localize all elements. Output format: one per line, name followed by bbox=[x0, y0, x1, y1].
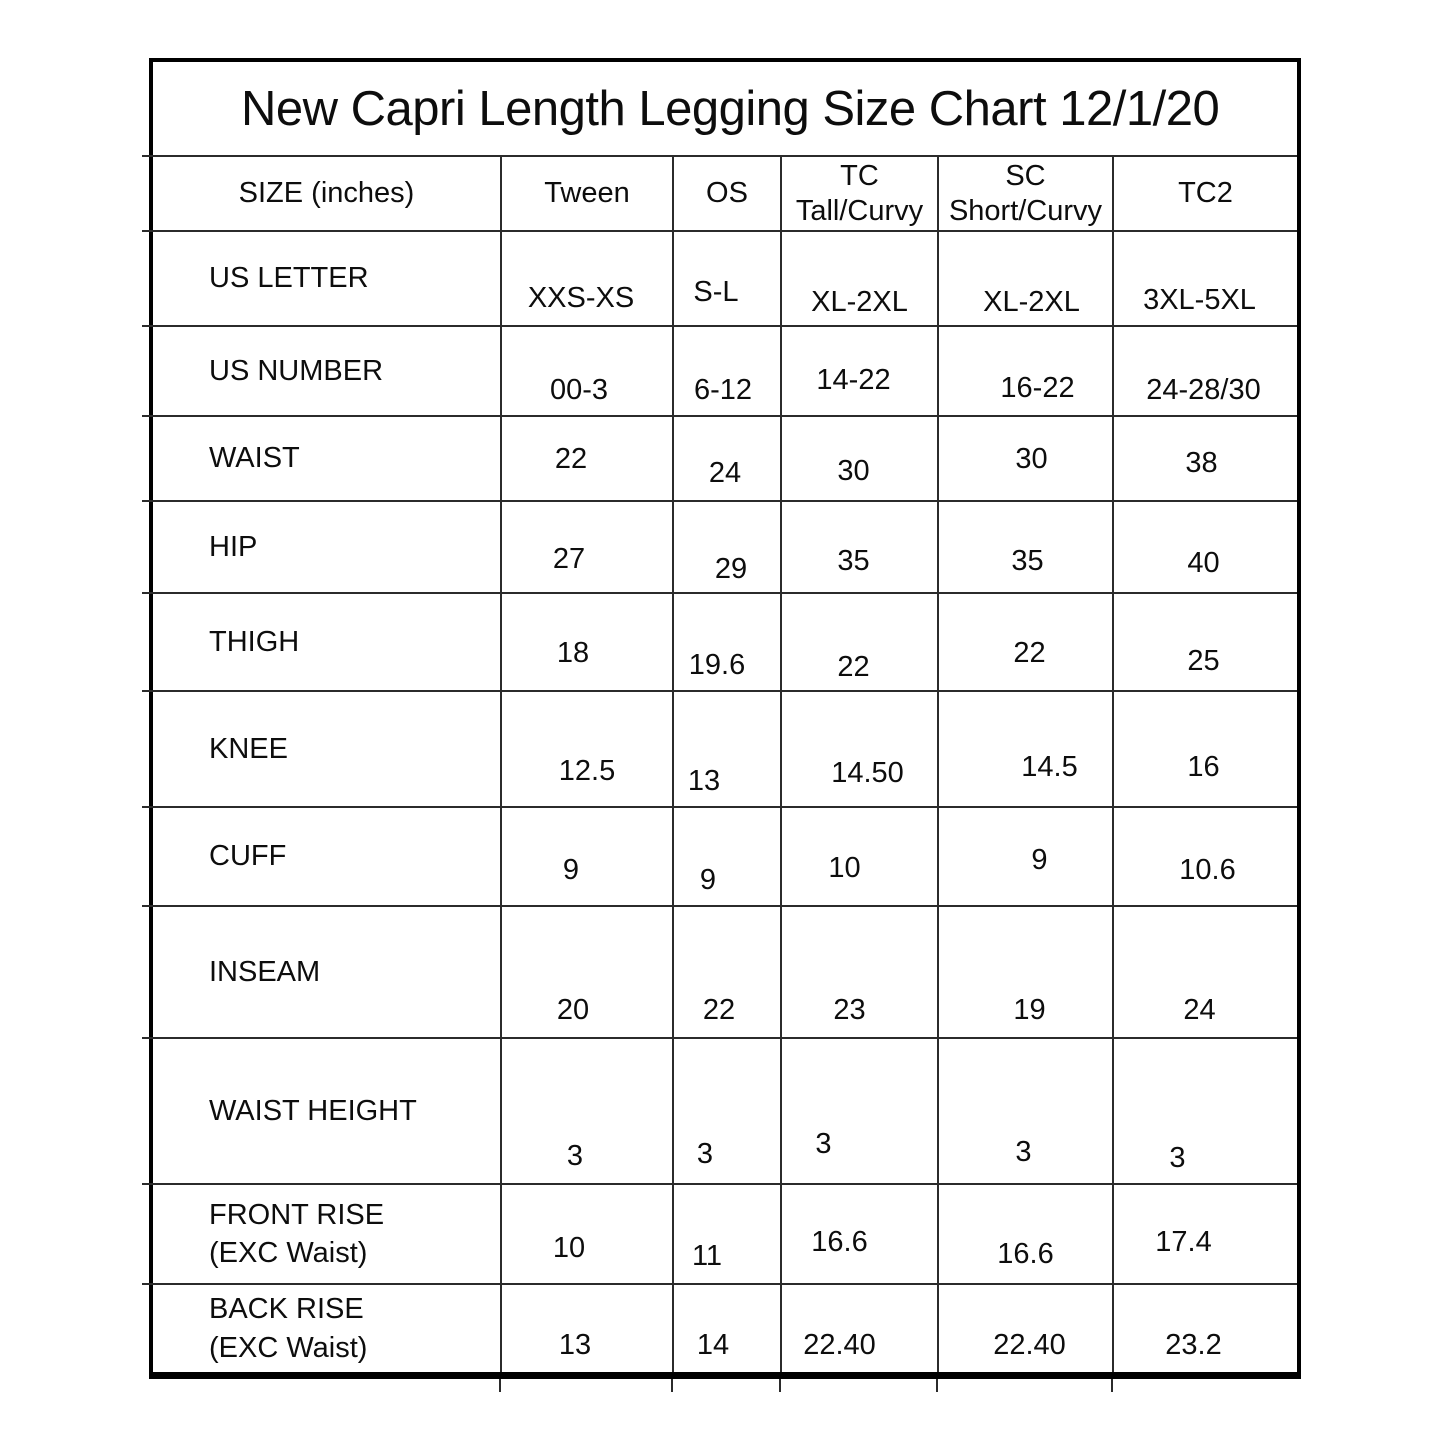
cell-inseam-tween bbox=[500, 907, 672, 1037]
column-code: SC bbox=[1005, 160, 1046, 193]
cell-front-rise-sc bbox=[937, 1185, 1112, 1283]
cell-front-rise-tween bbox=[500, 1185, 672, 1283]
header-col-tc2 bbox=[1112, 157, 1297, 230]
value: 24 bbox=[1183, 994, 1216, 1026]
value: 22 bbox=[702, 994, 736, 1026]
cell-back-rise-tween bbox=[500, 1285, 672, 1372]
value: 14-22 bbox=[816, 364, 891, 396]
chart-title: New Capri Length Legging Size Chart 12/1/20 bbox=[241, 81, 1220, 136]
column-subtitle: Tall/Curvy bbox=[795, 194, 924, 227]
cell-waist-height-tc2 bbox=[1112, 1039, 1297, 1183]
value: 18 bbox=[556, 637, 590, 669]
value: 9 bbox=[1031, 844, 1048, 876]
value: 6-12 bbox=[693, 374, 753, 406]
value: 22.40 bbox=[803, 1329, 876, 1361]
value: 29 bbox=[714, 553, 748, 585]
cell-inseam-tc2 bbox=[1112, 907, 1297, 1037]
column-grid-tick bbox=[671, 1379, 673, 1392]
cell-hip-os bbox=[672, 502, 780, 592]
row-label-front-rise bbox=[153, 1185, 500, 1283]
row-front-rise bbox=[153, 1183, 1297, 1283]
value: 10.6 bbox=[1179, 854, 1236, 886]
size-chart-table bbox=[149, 58, 1301, 1379]
row-waist-height bbox=[153, 1037, 1297, 1183]
column-grid-tick bbox=[1111, 1379, 1113, 1392]
value: 13 bbox=[558, 1329, 592, 1361]
value: 19 bbox=[1013, 994, 1046, 1026]
value: 3 bbox=[696, 1138, 714, 1170]
cell-waist-height-tc bbox=[780, 1039, 937, 1183]
cell-knee-os bbox=[672, 692, 780, 806]
cell-waist-sc bbox=[937, 417, 1112, 500]
row-label-us-letter bbox=[153, 232, 500, 325]
cell-knee-sc bbox=[937, 692, 1112, 806]
value: 30 bbox=[837, 455, 870, 487]
column-subtitle: Short/Curvy bbox=[948, 194, 1103, 227]
column-code: TC2 bbox=[1178, 177, 1233, 210]
cell-thigh-os bbox=[672, 594, 780, 690]
value: 16.6 bbox=[997, 1238, 1054, 1270]
value: 9 bbox=[699, 864, 717, 896]
cell-back-rise-sc bbox=[937, 1285, 1112, 1372]
column-grid-tick bbox=[499, 1379, 501, 1392]
cell-inseam-os bbox=[672, 907, 780, 1037]
cell-thigh-tween bbox=[500, 594, 672, 690]
cell-back-rise-tc bbox=[780, 1285, 937, 1372]
row-label-text: US NUMBER bbox=[209, 354, 384, 387]
value: 35 bbox=[837, 545, 870, 577]
value: 16.6 bbox=[811, 1226, 868, 1258]
cell-hip-tween bbox=[500, 502, 672, 592]
value: 3 bbox=[1015, 1136, 1032, 1168]
column-grid-tick bbox=[936, 1379, 938, 1392]
value: 27 bbox=[552, 543, 586, 575]
cell-knee-tween bbox=[500, 692, 672, 806]
value: XL-2XL bbox=[983, 286, 1080, 318]
header-size-cell bbox=[153, 157, 500, 230]
value: 9 bbox=[562, 854, 580, 886]
row-hip bbox=[153, 500, 1297, 592]
row-thigh bbox=[153, 592, 1297, 690]
header-row bbox=[153, 155, 1297, 230]
header-col-sc bbox=[937, 157, 1112, 230]
value: S-L bbox=[693, 276, 739, 308]
value: 00-3 bbox=[549, 374, 609, 406]
value: 23.2 bbox=[1165, 1329, 1222, 1361]
cell-us-letter-tc2 bbox=[1112, 232, 1297, 325]
cell-waist-tc2 bbox=[1112, 417, 1297, 500]
row-label-thigh bbox=[153, 594, 500, 690]
row-label-text: THIGH bbox=[209, 625, 300, 658]
cell-cuff-sc bbox=[937, 808, 1112, 905]
cell-knee-tc2 bbox=[1112, 692, 1297, 806]
row-label-text: FRONT RISE bbox=[209, 1198, 385, 1231]
cell-thigh-sc bbox=[937, 594, 1112, 690]
column-code: OS bbox=[706, 177, 748, 210]
value: 3XL-5XL bbox=[1143, 284, 1256, 316]
value: 25 bbox=[1187, 645, 1220, 677]
cell-hip-sc bbox=[937, 502, 1112, 592]
row-label-note: (EXC Waist) bbox=[209, 1331, 368, 1364]
value: 35 bbox=[1011, 545, 1044, 577]
cell-cuff-tc2 bbox=[1112, 808, 1297, 905]
cell-front-rise-tc bbox=[780, 1185, 937, 1283]
cell-waist-height-tween bbox=[500, 1039, 672, 1183]
row-label-note: (EXC Waist) bbox=[209, 1237, 368, 1269]
row-label-text: BACK RISE bbox=[209, 1293, 364, 1326]
cell-thigh-tc bbox=[780, 594, 937, 690]
cell-knee-tc bbox=[780, 692, 937, 806]
value: 22 bbox=[837, 651, 870, 683]
row-label-waist bbox=[153, 417, 500, 500]
value: XL-2XL bbox=[811, 286, 908, 318]
value: 22.40 bbox=[993, 1329, 1066, 1361]
cell-waist-height-sc bbox=[937, 1039, 1112, 1183]
cell-cuff-os bbox=[672, 808, 780, 905]
row-back-rise bbox=[153, 1283, 1297, 1372]
value: 10 bbox=[552, 1232, 586, 1264]
value: 3 bbox=[1169, 1142, 1186, 1174]
cell-cuff-tween bbox=[500, 808, 672, 905]
value: 20 bbox=[556, 994, 590, 1026]
value: 12.5 bbox=[558, 755, 616, 787]
row-cuff bbox=[153, 806, 1297, 905]
value: 17.4 bbox=[1155, 1226, 1212, 1258]
value: 40 bbox=[1187, 547, 1220, 579]
row-us-letter bbox=[153, 230, 1297, 325]
cell-us-number-os bbox=[672, 327, 780, 415]
value: 24 bbox=[708, 457, 742, 489]
cell-us-number-tween bbox=[500, 327, 672, 415]
column-code: Tween bbox=[544, 177, 630, 210]
value: 22 bbox=[1013, 637, 1046, 669]
row-label-text: WAIST bbox=[209, 442, 300, 475]
header-col-tc bbox=[780, 157, 937, 230]
value: 23 bbox=[833, 994, 866, 1026]
cell-us-letter-sc bbox=[937, 232, 1112, 325]
cell-hip-tc bbox=[780, 502, 937, 592]
row-label-text: HIP bbox=[209, 530, 258, 563]
title-bar bbox=[153, 62, 1297, 155]
value: 13 bbox=[687, 765, 721, 797]
cell-us-letter-tc bbox=[780, 232, 937, 325]
value: 16 bbox=[1187, 751, 1220, 783]
row-label-text: INSEAM bbox=[209, 955, 321, 988]
row-label-text: KNEE bbox=[209, 732, 288, 765]
row-label-waist-height bbox=[153, 1039, 500, 1183]
row-label-text: CUFF bbox=[209, 840, 287, 873]
value: 16-22 bbox=[1000, 372, 1075, 404]
value: 3 bbox=[815, 1128, 832, 1160]
cell-waist-tween bbox=[500, 417, 672, 500]
cell-thigh-tc2 bbox=[1112, 594, 1297, 690]
row-label-text: US LETTER bbox=[209, 262, 369, 295]
value: 14.5 bbox=[1021, 751, 1078, 783]
cell-us-letter-tween bbox=[500, 232, 672, 325]
row-inseam bbox=[153, 905, 1297, 1037]
row-label-back-rise bbox=[153, 1285, 500, 1372]
value: 10 bbox=[828, 852, 861, 884]
value: 3 bbox=[566, 1140, 584, 1172]
cell-us-number-tc bbox=[780, 327, 937, 415]
cell-back-rise-os bbox=[672, 1285, 780, 1372]
row-label-hip bbox=[153, 502, 500, 592]
value: 11 bbox=[691, 1240, 723, 1272]
cell-inseam-tc bbox=[780, 907, 937, 1037]
value: 14 bbox=[696, 1329, 730, 1361]
cell-waist-os bbox=[672, 417, 780, 500]
value: 24-28/30 bbox=[1146, 374, 1261, 406]
value: 22 bbox=[554, 443, 588, 475]
row-label-cuff bbox=[153, 808, 500, 905]
cell-front-rise-tc2 bbox=[1112, 1185, 1297, 1283]
value: XXS-XS bbox=[527, 282, 635, 314]
row-knee bbox=[153, 690, 1297, 806]
column-grid-tick bbox=[779, 1379, 781, 1392]
value: 14.50 bbox=[831, 757, 904, 789]
cell-hip-tc2 bbox=[1112, 502, 1297, 592]
header-size-label: SIZE (inches) bbox=[238, 177, 415, 210]
cell-front-rise-os bbox=[672, 1185, 780, 1283]
value: 30 bbox=[1015, 443, 1048, 475]
value: 19.6 bbox=[688, 649, 746, 681]
cell-us-number-tc2 bbox=[1112, 327, 1297, 415]
cell-us-letter-os bbox=[672, 232, 780, 325]
header-col-os bbox=[672, 157, 780, 230]
cell-waist-height-os bbox=[672, 1039, 780, 1183]
value: 38 bbox=[1185, 447, 1218, 479]
cell-back-rise-tc2 bbox=[1112, 1285, 1297, 1372]
cell-inseam-sc bbox=[937, 907, 1112, 1037]
row-label-inseam bbox=[153, 907, 500, 1037]
cell-cuff-tc bbox=[780, 808, 937, 905]
cell-waist-tc bbox=[780, 417, 937, 500]
cell-us-number-sc bbox=[937, 327, 1112, 415]
row-label-knee bbox=[153, 692, 500, 806]
row-us-number bbox=[153, 325, 1297, 415]
row-waist bbox=[153, 415, 1297, 500]
column-code: TC bbox=[840, 160, 879, 193]
header-col-tween bbox=[500, 157, 672, 230]
row-label-text: WAIST HEIGHT bbox=[209, 1094, 417, 1127]
row-label-us-number bbox=[153, 327, 500, 415]
